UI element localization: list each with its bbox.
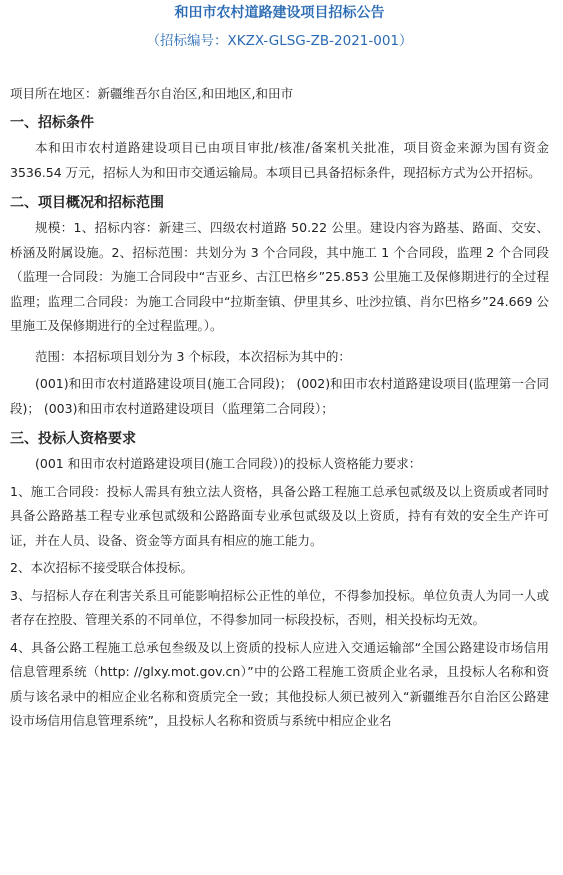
paragraph: 1、施工合同段：投标人需具有独立法人资格，具备公路工程施工总承包贰级及以上资质或者同时具备公路路基工程专业承包贰级和公路路面专业承包贰级及以上资质，持有有效的安全生产许可证，并在人员、设备、资金等方面具有相应的施工能力。 [10, 483, 549, 548]
paragraph: 规模：1、招标内容：新建三、四级农村道路 50.22 公里。建设内容为路基、路面、交安、桥涵及附属设施。2、招标范围：共划分为 3 个合同段，其中施工 1 个合同段，监理 2 个合同段（监理一合同段：为施工合同段中“吉亚乡、古江巴格乡”25.853 公里施工及保修期进行的全过程监理；监理二合同段：为施工合同段中“拉斯奎镇、伊里其乡、吐沙拉镇、肖尔巴格乡”24.669 公里施工及保修期进行的全过程监理。）。 [10, 220, 549, 333]
page-title: 和田市农村道路建设项目招标公告 [174, 5, 385, 21]
section-heading: 二、项目概况和招标范围 [10, 195, 164, 211]
section-project-overview [10, 192, 549, 421]
section-bidder-qualifications [10, 428, 549, 734]
tender-number: （招标编号：XKZX-GLSG-ZB-2021-001） [146, 33, 413, 49]
paragraph: 3、与招标人存在利害关系且可能影响招标公正性的单位，不得参加投标。单位负责人为同一人或者存在控股、管理关系的不同单位，不得参加同一标段投标，否则，相关投标均无效。 [10, 587, 549, 627]
paragraph: (001)和田市农村道路建设项目(施工合同段)； (002)和田市农村道路建设项目(监理第一合同段)； (003)和田市农村道路建设项目（监理第二合同段）； [10, 376, 549, 416]
section-heading: 一、招标条件 [10, 115, 94, 131]
paragraph: (001 和田市农村道路建设项目(施工合同段）)的投标人资格能力要求： [35, 456, 422, 471]
paragraph: 2、本次招标不接受联合体投标。 [10, 560, 193, 575]
section-tender-conditions [10, 112, 549, 185]
project-location: 项目所在地区：新疆维吾尔自治区,和田地区,和田市 [10, 86, 293, 101]
paragraph: 范围：本招标项目划分为 3 个标段，本次招标为其中的： [35, 348, 351, 364]
paragraph: 4、具备公路工程施工总承包叁级及以上资质的投标人应进入交通运输部“全国公路建设市场信用信息管理系统（http: //glxy.mot.gov.cn）”中的公路工程施工资质企业名录，且投标人名称和资质与该名录中的相应企业名称和资质完全一致；其他投标人须已被列入“新疆维吾尔自治区公路建设市场信用信息管理系统”，且投标人名称和资质与系统中相应企业名 [10, 639, 549, 728]
paragraph: 本和田市农村道路建设项目已由项目审批/核准/备案机关批准，项目资金来源为国有资金 3536.54 万元，招标人为和田市交通运输局。本项目已具备招标条件，现招标方式为公开招标。 [10, 140, 549, 180]
section-heading: 三、投标人资格要求 [10, 431, 136, 447]
